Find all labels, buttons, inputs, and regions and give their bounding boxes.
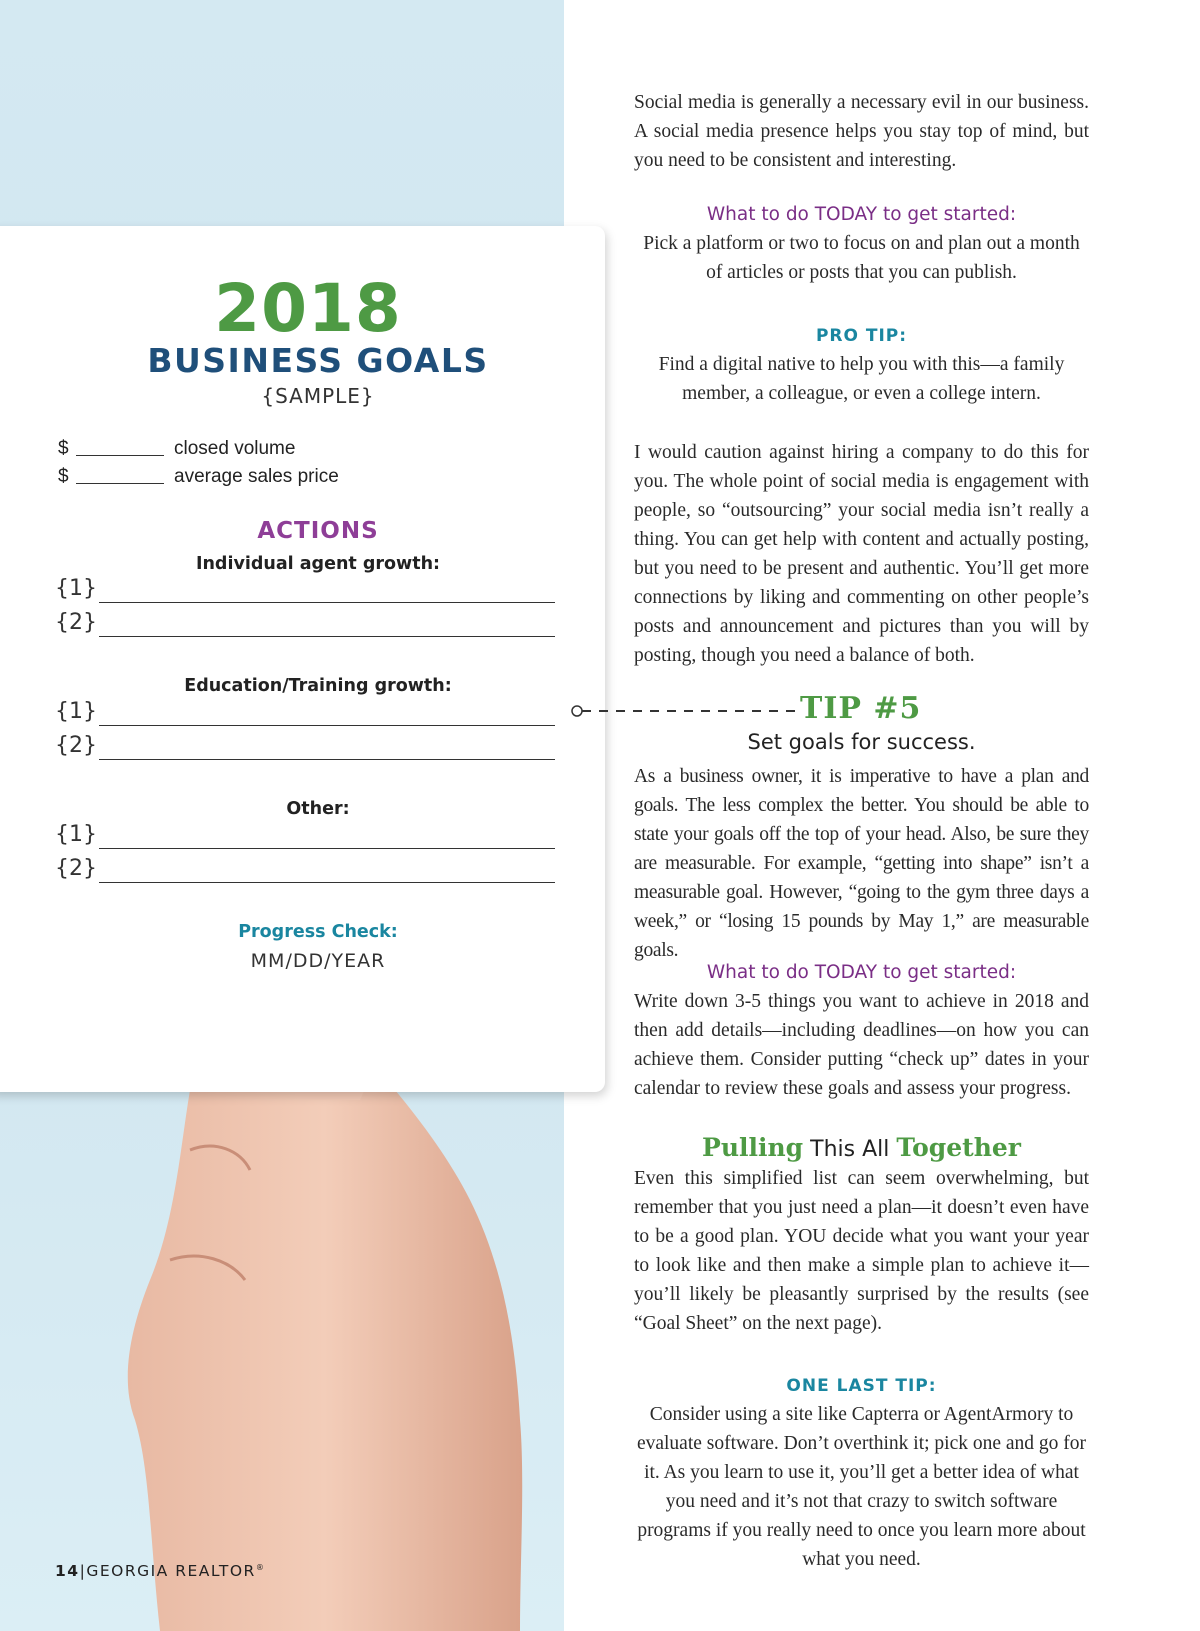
last-tip-heading: ONE LAST TIP: <box>786 1376 937 1396</box>
today-block-1 <box>634 204 1089 287</box>
item-number: {2} <box>55 610 97 635</box>
item-number: {1} <box>55 576 97 601</box>
dollar-sign: $ <box>58 438 69 459</box>
pro-tip-text: Find a digital native to help you with this—a family member, a colleague, or even a college intern. <box>658 354 1065 404</box>
pulling-together-paragraph: Even this simplified list can seem overwhelming, but remember that you just need a plan—it doesn’t even have to be a good plan. YOU decide what you want your year to look like and then make a simple plan to achieve it—you’ll likely be pleasantly surprised by the results (see “Goal Sheet” on the next page). <box>634 1168 1089 1334</box>
blank-line <box>99 848 555 849</box>
today-heading: What to do TODAY to get started: <box>706 204 1017 225</box>
today-text: Pick a platform or two to focus on and plan out a month of articles or posts that you can publish. <box>643 233 1080 283</box>
money-line-closed-volume <box>58 438 295 460</box>
this-all-words: This All <box>810 1137 890 1162</box>
page-footer <box>55 1562 265 1580</box>
blank-line <box>99 636 555 637</box>
today-text: Write down 3-5 things you want to achieve in 2018 and then add details—including deadlines—on how you can achieve them. Consider putting “check up” dates in your calendar to review these goals and assess your progress. <box>634 991 1089 1099</box>
actions-heading: ACTIONS <box>257 518 379 544</box>
blank-line <box>99 882 555 883</box>
article-intro-block <box>634 88 1089 175</box>
blank-line <box>99 602 555 603</box>
today-block-2 <box>634 962 1089 1103</box>
pro-tip-block <box>634 326 1089 408</box>
blank-line <box>99 725 555 726</box>
card-title: BUSINESS GOALS <box>147 341 489 380</box>
pro-tip-heading: PRO TIP: <box>815 326 908 346</box>
tip-5-block <box>634 762 1089 965</box>
item-number: {1} <box>55 699 97 724</box>
caution-block <box>634 438 1089 670</box>
blank-line <box>76 455 164 456</box>
progress-check-date: MM/DD/YEAR <box>250 950 386 972</box>
page-number: 14 <box>55 1562 80 1580</box>
tip-5-header <box>570 691 1090 729</box>
tip-5-title: TIP #5 <box>800 691 922 726</box>
intro-paragraph: Social media is generally a necessary evil in our business. A social media presence helps you stay top of mind, but you need to be consistent and interesting. <box>634 92 1089 171</box>
progress-check-heading: Progress Check: <box>238 922 398 942</box>
together-word: Together <box>896 1133 1021 1162</box>
money-line-average-price <box>58 466 339 488</box>
dashed-connector <box>570 703 800 723</box>
today-heading: What to do TODAY to get started: <box>706 962 1017 983</box>
card-year: 2018 <box>214 270 402 347</box>
dollar-sign: $ <box>58 466 69 487</box>
item-number: {2} <box>55 856 97 881</box>
blank-line <box>99 759 555 760</box>
last-tip-block <box>634 1376 1089 1574</box>
footer-separator: | <box>79 1562 87 1580</box>
last-tip-text: Consider using a site like Capterra or AgentArmory to evaluate software. Don’t overthink it; pick one and go for it. As you learn to use it, you’ll get a better idea of what you need and it’s not that crazy to switch software programs if you really need to once you learn more about what you need. <box>636 1404 1087 1570</box>
item-number: {1} <box>55 822 97 847</box>
money-label: closed volume <box>174 438 296 459</box>
caution-paragraph: I would caution against hiring a company to do this for you. The whole point of social media is engagement with people, so “outsourcing” your social media isn’t really a thing. You can get help with content and actually posting, but you need to be present and authentic. You’ll get more connections by liking and commenting on other people’s posts and announcement and pictures than you will by posting, though you need a balance of both. <box>634 442 1089 666</box>
group-heading-other: Other: <box>286 799 350 819</box>
pulling-together-block <box>634 1133 1089 1338</box>
money-label: average sales price <box>174 466 339 487</box>
goal-item <box>55 733 555 767</box>
group-heading-education: Education/Training growth: <box>184 676 452 696</box>
goal-item <box>55 822 555 856</box>
blank-line <box>76 483 164 484</box>
business-goals-card <box>0 226 605 1092</box>
pulling-together-heading <box>634 1133 1089 1162</box>
tip-5-paragraph: As a business owner, it is imperative to have a plan and goals. The less complex the better. You should be able to state your goals off the top of your head. Also, be sure they are measurable. For example, “getting into shape” isn’t a measurable goal. However, “going to the gym three days a week,” or “losing 15 pounds by May 1,” are measurable goals. <box>634 766 1089 961</box>
item-number: {2} <box>55 733 97 758</box>
card-subtitle: {SAMPLE} <box>261 384 375 408</box>
tip-5-subtitle: Set goals for success. <box>747 730 976 754</box>
goal-item <box>55 576 555 610</box>
goal-item <box>55 699 555 733</box>
registered-mark: ® <box>255 1562 266 1572</box>
goal-item <box>55 856 555 890</box>
goal-item <box>55 610 555 644</box>
magazine-name: GEORGIA REALTOR <box>86 1562 256 1580</box>
pulling-word: Pulling <box>702 1133 804 1162</box>
group-heading-individual: Individual agent growth: <box>195 554 441 574</box>
